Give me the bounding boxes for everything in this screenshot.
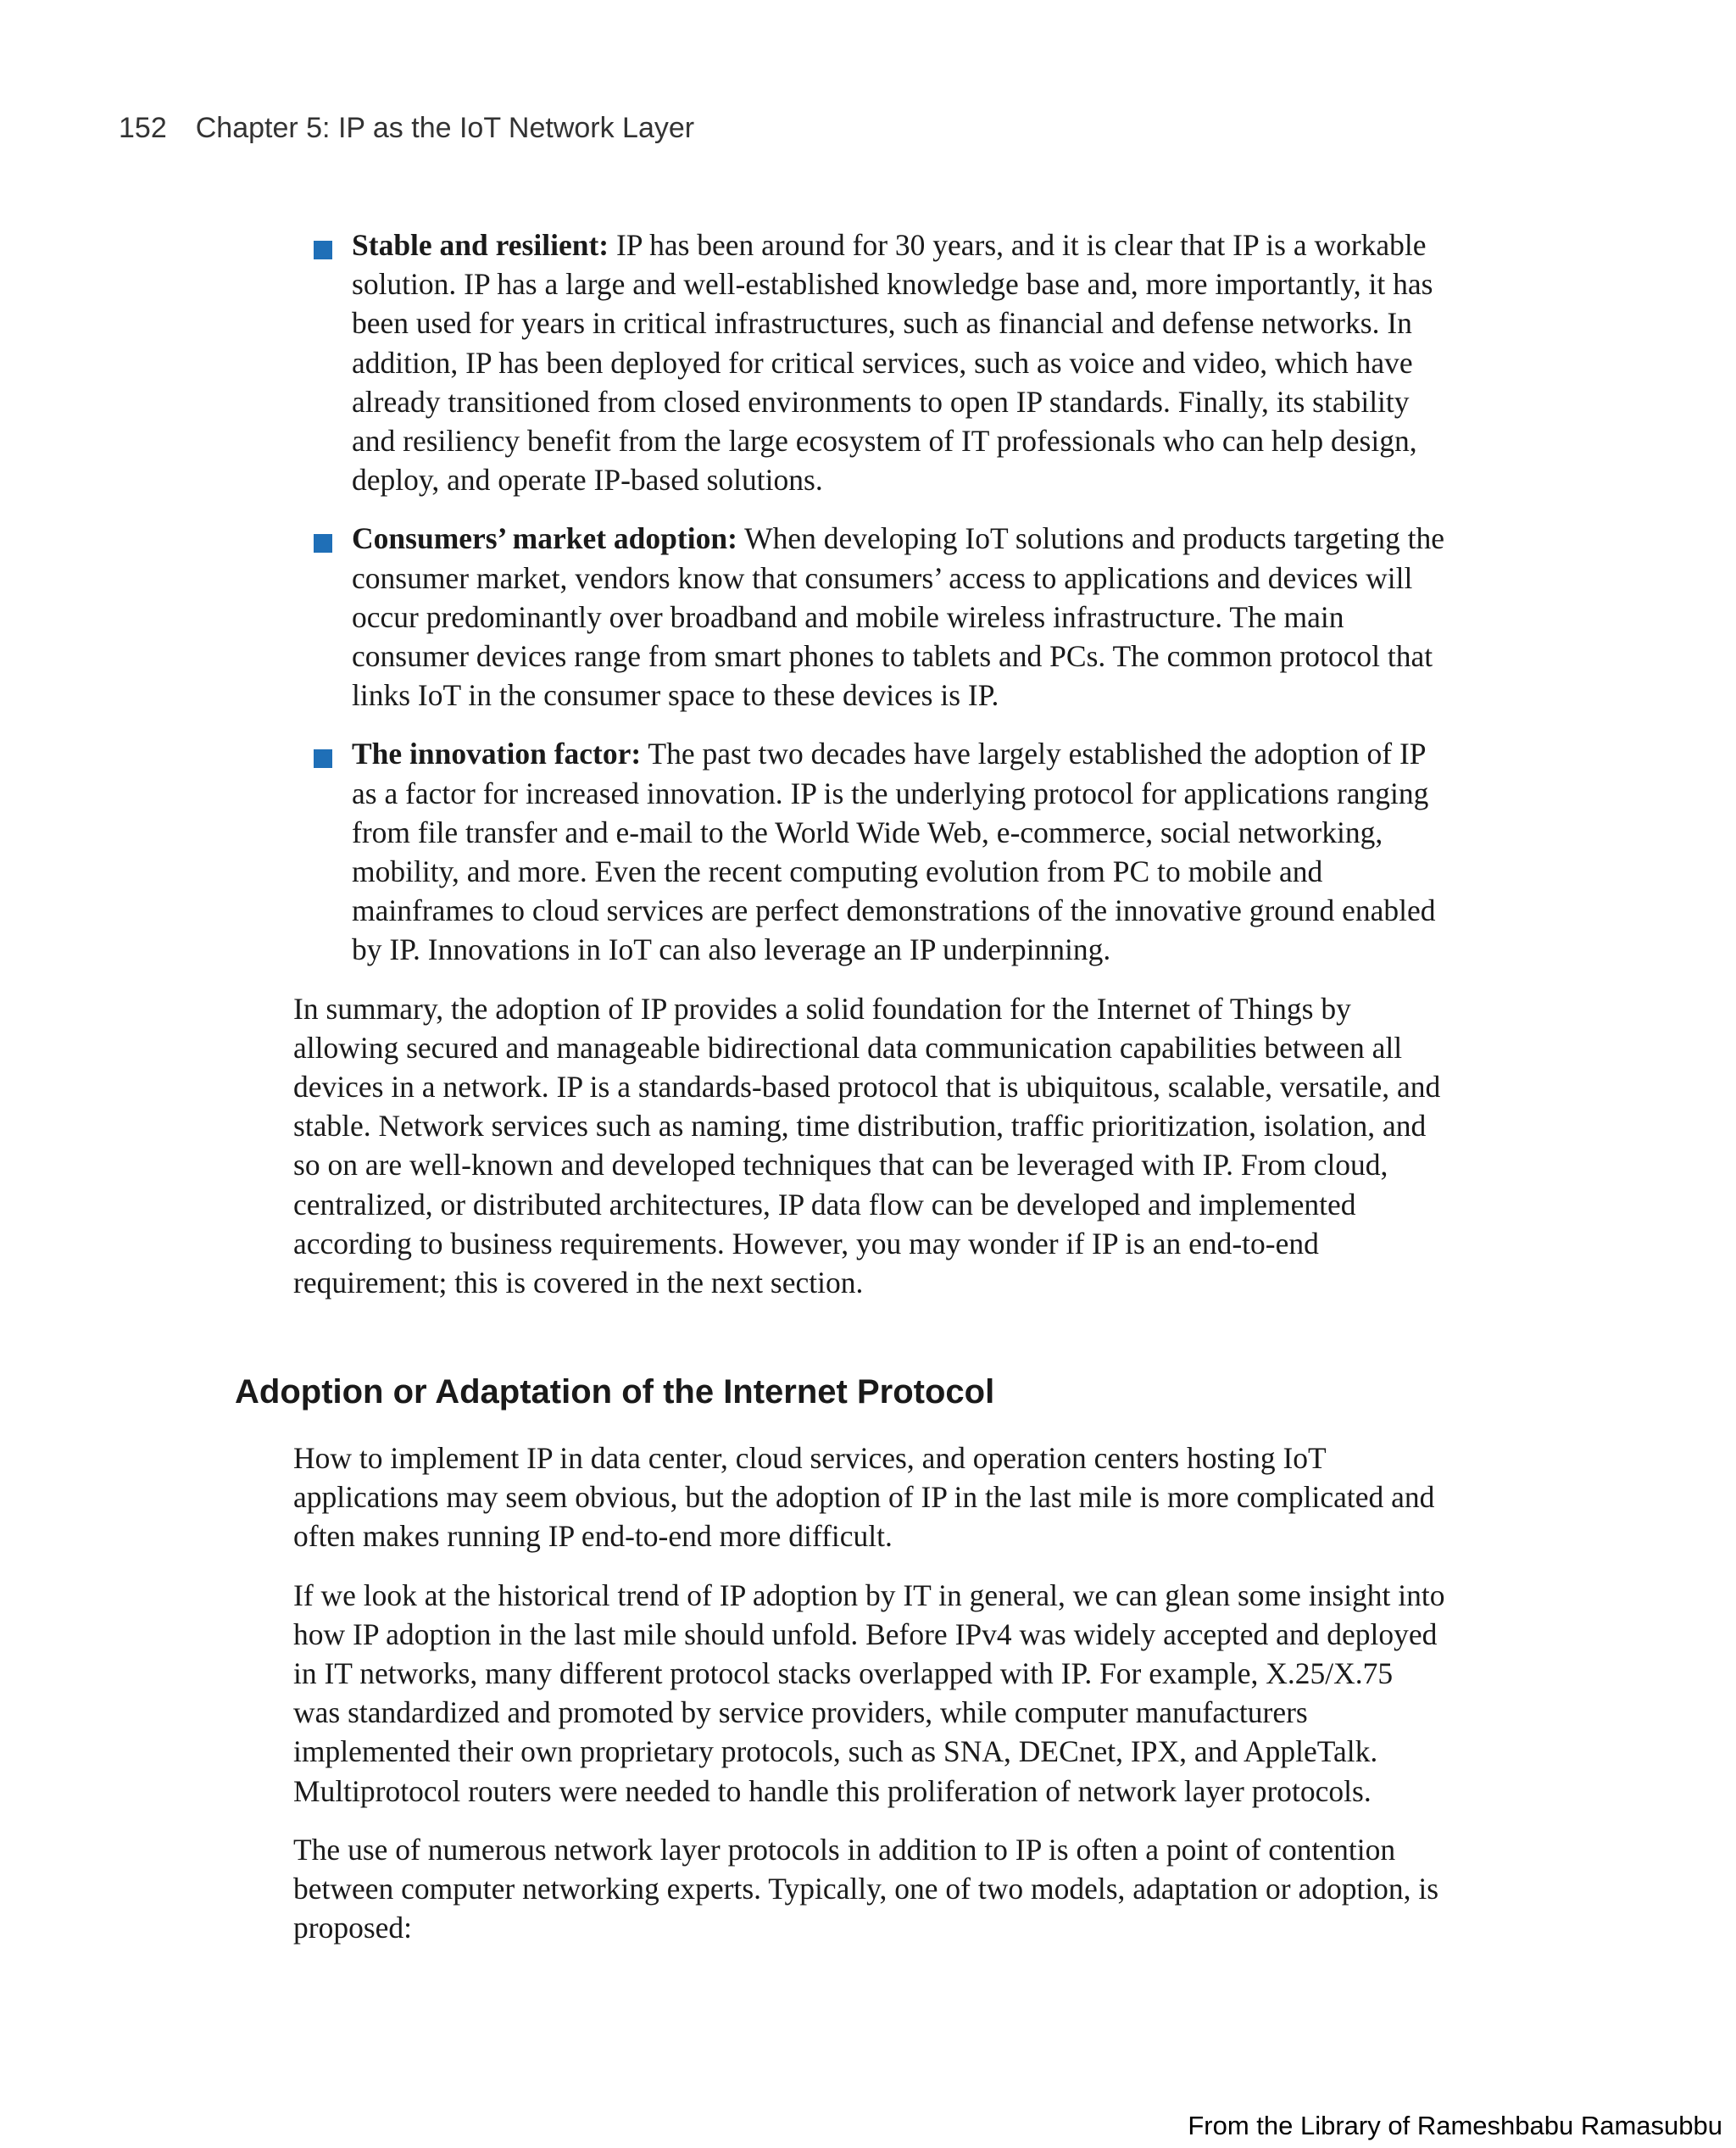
bullet-term: Stable and resilient:: [352, 228, 609, 262]
section-paragraph: The use of numerous network layer protocols in addition to IP is often a point of contention between computer networking experts. Typically, one of two models, adaptation or adoption, is proposed:: [293, 1832, 1439, 1945]
square-bullet-icon: [314, 749, 332, 768]
bullet-item-innovation-factor: [293, 734, 1446, 969]
bullet-term: The innovation factor:: [352, 737, 642, 771]
bullet-item-stable-resilient: [293, 225, 1446, 499]
running-head: [119, 112, 694, 145]
bullet-list: [293, 225, 1446, 970]
section-paragraph: If we look at the historical trend of IP adoption by IT in general, we can glean some insight into how IP adoption in the last mile should unfold. Before IPv4 was widely accepted and deployed in IT networks, many different protocol stacks overlapped with IP. For example, X.25/X.75 was standardized and promoted by service providers, while computer manufacturers implemented their own proprietary protocols, such as SNA, DECnet, IPX, and AppleTalk. Multiprotocol routers were needed to handle this proliferation of network layer protocols.: [293, 1578, 1445, 1808]
square-bullet-icon: [314, 534, 332, 553]
bullet-text: When developing IoT solutions and products targeting the consumer market, vendors know that consumers’ access to applications and devices will occur predominantly over broadband and mobile wireless infrastructure. The main consumer devices range from smart phones to tablets and PCs. The common protocol that links IoT in the consumer space to these devices is IP.: [352, 521, 1445, 713]
section-body: [293, 1438, 1446, 1967]
section-heading: Adoption or Adaptation of the Internet Protocol: [235, 1373, 995, 1411]
bullet-text: IP has been around for 30 years, and it is clear that IP is a workable solution. IP has a large and well-established knowledge base and, more importantly, it has been used for years in critical infrastructures, such as financial and defense networks. In addition, IP has been deployed for critical services, such as voice and video, which have already transitioned from closed environments to open IP standards. Finally, its stability and resiliency benefit from the large ecosystem of IT professionals who can help design, deploy, and operate IP-based solutions.: [352, 228, 1433, 498]
main-content: [293, 225, 1446, 1322]
square-bullet-icon: [314, 241, 332, 259]
bullet-item-consumers-market: [293, 519, 1446, 715]
library-watermark: From the Library of Rameshbabu Ramasubbu: [1188, 2111, 1722, 2140]
bullet-text: The past two decades have largely established the adoption of IP as a factor for increased innovation. IP is the underlying protocol for applications ranging from file transfer and e-mail to the World Wide Web, e-commerce, social networking, mobility, and more. Even the recent computing evolution from PC to mobile and mainframes to cloud services are perfect demonstrations of the innovative ground enabled by IP. Innovations in IoT can also leverage an IP underpinning.: [352, 737, 1436, 967]
chapter-title: Chapter 5: IP as the IoT Network Layer: [195, 112, 695, 144]
bullet-term: Consumers’ market adoption:: [352, 521, 737, 556]
page-number: 152: [119, 112, 167, 144]
summary-paragraph: In summary, the adoption of IP provides a solid foundation for the Internet of Things by allowing secured and manageable bidirectional data communication capabilities between all devices in a network. IP is a standards-based protocol that is ubiquitous, scalable, versatile, and stable. Network services such as naming, time distribution, traffic prioritization, isolation, and so on are well-known and developed techniques that can be leveraged with IP. From cloud, centralized, or distributed architectures, IP data flow can be developed and implemented according to business requirements. However, you may wonder if IP is an end-to-end requirement; this is covered in the next section.: [293, 991, 1441, 1300]
section-paragraph: How to implement IP in data center, cloud services, and operation centers hosting IoT applications may seem obvious, but the adoption of IP in the last mile is more complicated and often makes running IP end-to-end more difficult.: [293, 1441, 1435, 1554]
